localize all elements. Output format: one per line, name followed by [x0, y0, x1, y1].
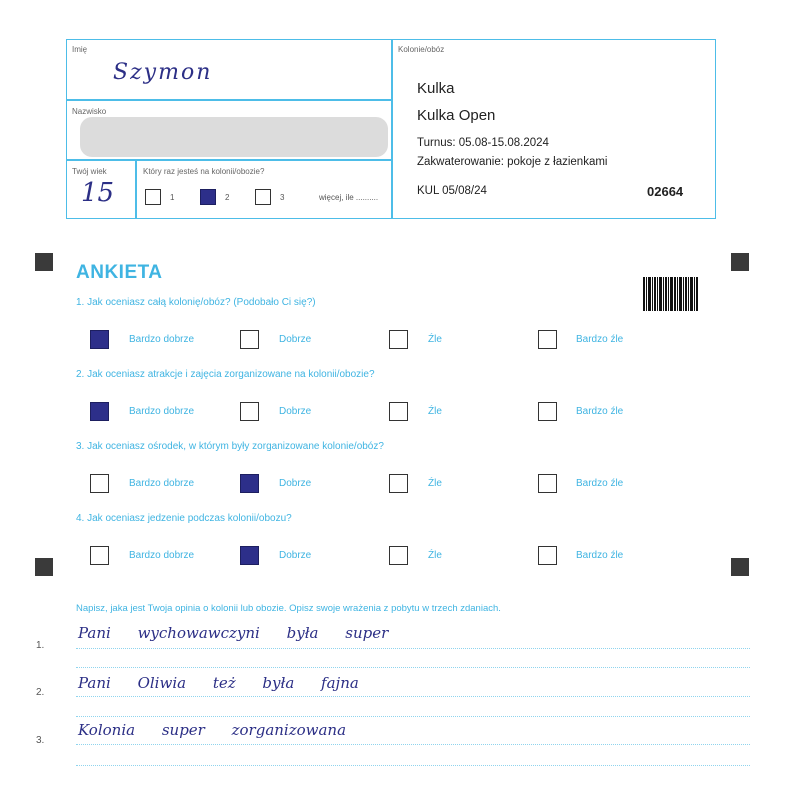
camp-turnus: Turnus: 05.08-15.08.2024: [417, 137, 549, 149]
answer-rule: [76, 667, 750, 668]
q1-option-4-label: Bardzo źle: [576, 334, 624, 345]
visit-count-checkbox-3[interactable]: [255, 189, 271, 205]
form-number: 02664: [647, 184, 684, 199]
q2-option-3-checkbox[interactable]: [389, 402, 408, 421]
answer-rule: [76, 648, 750, 649]
registration-marker: [35, 558, 53, 576]
q4-option-3-checkbox[interactable]: [389, 546, 408, 565]
registration-marker: [731, 253, 749, 271]
q1-option-3-checkbox[interactable]: [389, 330, 408, 349]
answer-rule: [76, 744, 750, 745]
answer-number-1: 1.: [36, 640, 45, 651]
camp-code: KUL 05/08/24: [417, 185, 487, 197]
answer-rule: [76, 716, 750, 717]
survey-title: ANKIETA: [76, 262, 163, 283]
q4-option-2-label: Dobrze: [279, 550, 312, 561]
q1-option-1-checkbox[interactable]: [90, 330, 109, 349]
q1-option-4-checkbox[interactable]: [538, 330, 557, 349]
q3-option-3-label: Źle: [428, 478, 442, 489]
last-name-redaction: [80, 117, 388, 157]
visit-count-option-3: 3: [280, 193, 285, 202]
question-2: 2. Jak oceniasz atrakcje i zajęcia zorganizowane na kolonii/obozie?: [76, 369, 375, 380]
q1-option-1-label: Bardzo dobrze: [129, 334, 195, 345]
age-value: 15: [81, 178, 115, 208]
header-divider: [391, 40, 393, 218]
q3-option-1-checkbox[interactable]: [90, 474, 109, 493]
q4-option-4-checkbox[interactable]: [538, 546, 557, 565]
q2-option-2-checkbox[interactable]: [240, 402, 259, 421]
q3-option-1-label: Bardzo dobrze: [129, 478, 195, 489]
barcode-icon: [643, 277, 698, 311]
q2-option-2-label: Dobrze: [279, 406, 312, 417]
answer-line-1[interactable]: Pani wychowawczyni była super: [78, 624, 389, 642]
first-name-value: Szymon: [113, 60, 213, 85]
q4-option-1-label: Bardzo dobrze: [129, 550, 195, 561]
q3-option-2-checkbox[interactable]: [240, 474, 259, 493]
question-3: 3. Jak oceniasz ośrodek, w którym były zorganizowane kolonie/obóz?: [76, 441, 384, 452]
row-divider: [67, 99, 391, 101]
q3-option-3-checkbox[interactable]: [389, 474, 408, 493]
registration-marker: [731, 558, 749, 576]
age-divider: [135, 159, 137, 218]
q4-option-2-checkbox[interactable]: [240, 546, 259, 565]
q4-option-4-label: Bardzo źle: [576, 550, 624, 561]
q2-option-4-label: Bardzo źle: [576, 406, 624, 417]
last-name-label: Nazwisko: [72, 107, 107, 116]
opinion-prompt: Napisz, jaka jest Twoja opinia o kolonii lub obozie. Opisz swoje wrażenia z pobytu w trzech zdaniach.: [76, 603, 501, 614]
q2-option-3-label: Źle: [428, 406, 442, 417]
q2-option-1-checkbox[interactable]: [90, 402, 109, 421]
q4-option-1-checkbox[interactable]: [90, 546, 109, 565]
q4-option-3-label: Źle: [428, 550, 442, 561]
visit-count-option-2: 2: [225, 193, 230, 202]
row-divider: [67, 159, 391, 161]
visit-count-more-label: więcej, ile ..........: [319, 193, 379, 202]
camp-name: Kulka: [417, 80, 455, 97]
visit-count-label: Który raz jesteś na kolonii/obozie?: [143, 167, 265, 176]
visit-count-checkbox-2[interactable]: [200, 189, 216, 205]
q2-option-4-checkbox[interactable]: [538, 402, 557, 421]
answer-number-3: 3.: [36, 735, 45, 746]
answer-line-2[interactable]: Pani Oliwia też była fajna: [78, 674, 359, 692]
q1-option-2-label: Dobrze: [279, 334, 312, 345]
camp-program: Kulka Open: [417, 107, 496, 124]
camp-label: Kolonie/obóz: [398, 45, 445, 54]
age-label: Twój wiek: [72, 167, 107, 176]
question-4: 4. Jak oceniasz jedzenie podczas kolonii/obozu?: [76, 513, 292, 524]
q1-option-3-label: Źle: [428, 334, 442, 345]
first-name-label: Imię: [72, 45, 88, 54]
q1-option-2-checkbox[interactable]: [240, 330, 259, 349]
answer-number-2: 2.: [36, 687, 45, 698]
camp-accommodation: Zakwaterowanie: pokoje z łazienkami: [417, 156, 608, 168]
visit-count-checkbox-1[interactable]: [145, 189, 161, 205]
visit-count-option-1: 1: [170, 193, 175, 202]
q2-option-1-label: Bardzo dobrze: [129, 406, 195, 417]
answer-line-3[interactable]: Kolonia super zorganizowana: [78, 721, 347, 739]
answer-rule: [76, 765, 750, 766]
q3-option-4-checkbox[interactable]: [538, 474, 557, 493]
registration-marker: [35, 253, 53, 271]
q3-option-2-label: Dobrze: [279, 478, 312, 489]
q3-option-4-label: Bardzo źle: [576, 478, 624, 489]
answer-rule: [76, 696, 750, 697]
question-1: 1. Jak oceniasz całą kolonię/obóz? (Podobało Ci się?): [76, 297, 316, 308]
